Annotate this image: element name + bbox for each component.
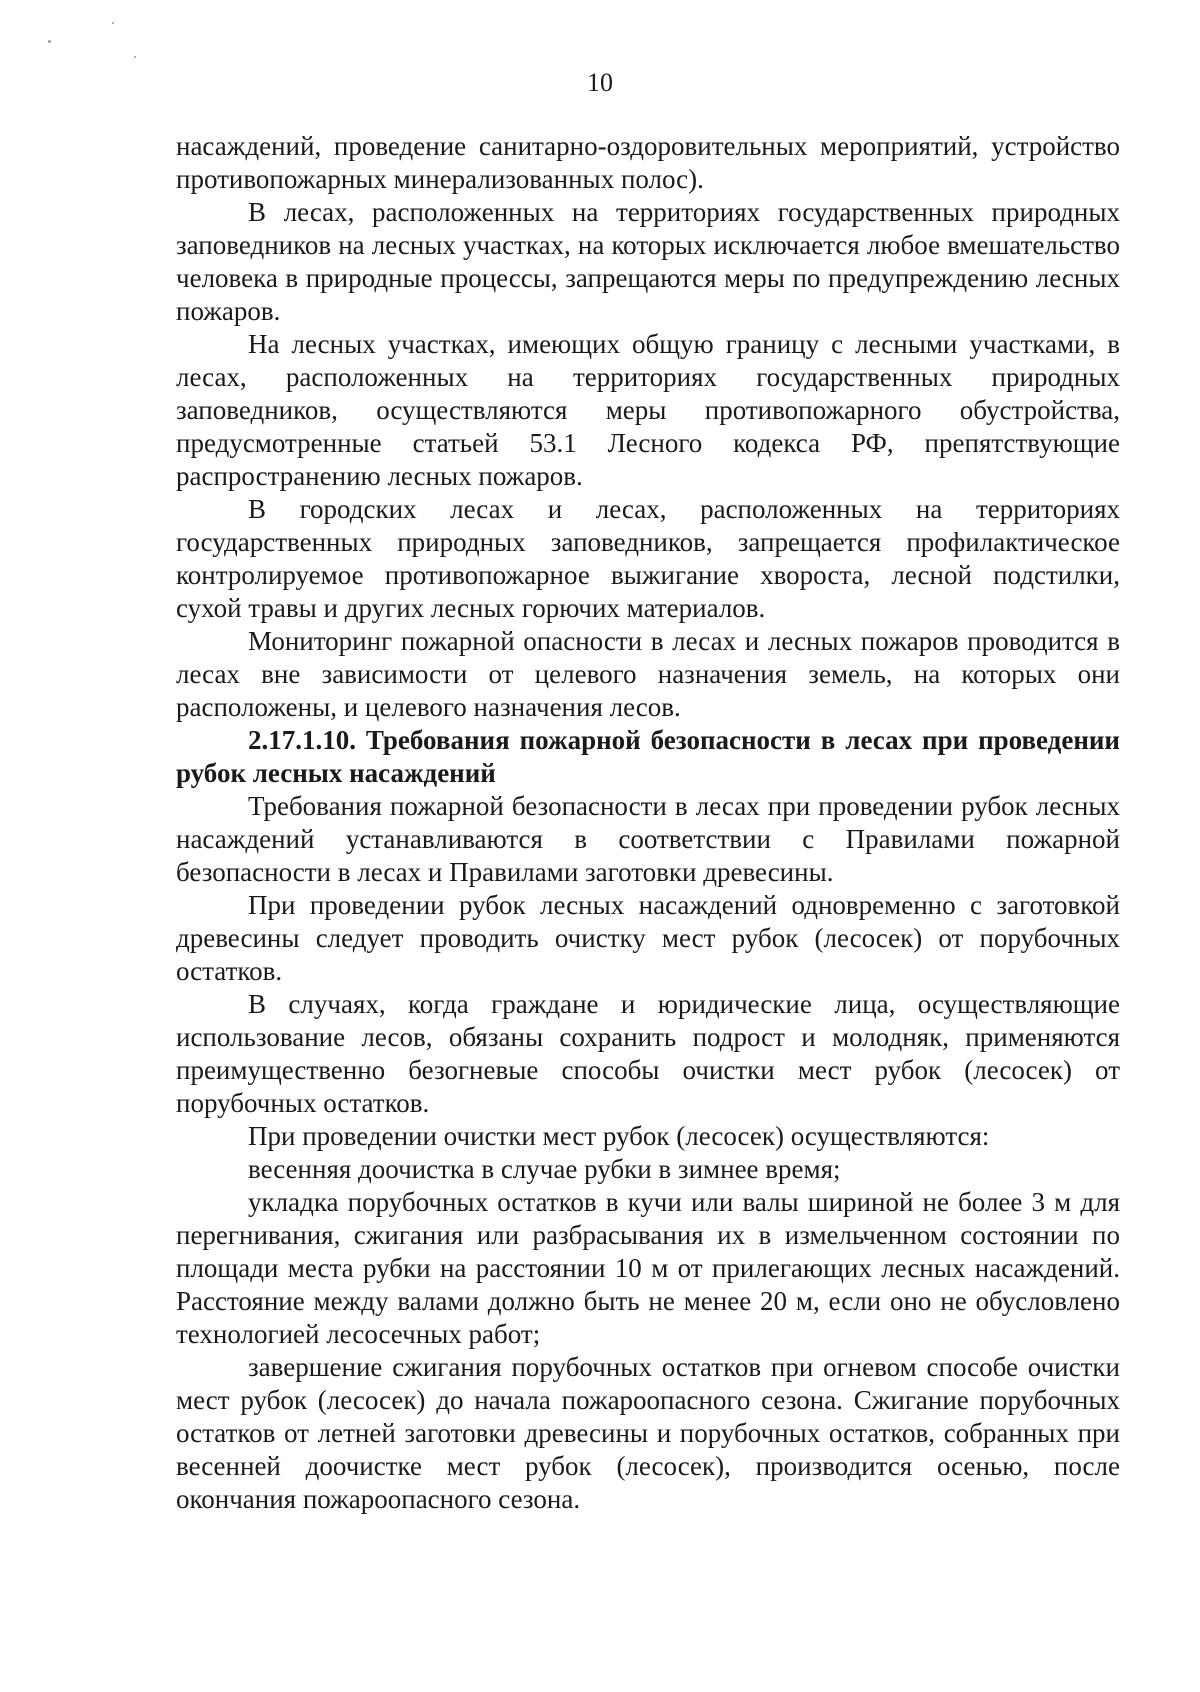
page-number: 10 [587, 68, 613, 97]
paragraph: При проведении очистки мест рубок (лесосек) осуществляются: [248, 1121, 990, 1151]
scan-speck [134, 56, 136, 58]
scan-speck [112, 22, 114, 24]
paragraph: Требования пожарной безопасности в лесах при проведении рубок лесных насаждений устанавливаются в соответствии с Правилами пожарной безопасности в лесах и Правилами заготовки древесины. [176, 791, 1120, 887]
paragraph: В случаях, когда граждане и юридические лица, осуществляющие использование лесов, обязаны сохранить подрост и молодняк, применяются преимущественно безогневые способы очистки мест рубок (лесосек) от порубочных остатков. [176, 989, 1120, 1118]
scan-speck [48, 40, 51, 43]
paragraph: Мониторинг пожарной опасности в лесах и лесных пожаров проводится в лесах вне зависимости от целевого назначения земель, на которых они расположены, и целевого назначения лесов. [176, 626, 1120, 722]
paragraph: В лесах, расположенных на территориях государственных природных заповедников на лесных участках, на которых исключается любое вмешательство человека в природные процессы, запрещаются меры по предупреждению лесных пожаров. [176, 197, 1120, 326]
paragraph: На лесных участках, имеющих общую границу с лесными участками, в лесах, расположенных на территориях государственных природных заповедников, осуществляются меры противопожарного обустройства, предусмотренные статьей 53.1 Лесного кодекса РФ, препятствующие распространению лесных пожаров. [176, 329, 1120, 491]
paragraph: В городских лесах и лесах, расположенных на территориях государственных природных заповедников, запрещается профилактическое контролируемое противопожарное выжигание хвороста, лесной подстилки, сухой травы и других лесных горючих материалов. [176, 494, 1120, 623]
section-heading: 2.17.1.10. Требования пожарной безопасности в лесах при проведении рубок лесных насаждений [176, 725, 1120, 788]
paragraph: При проведении рубок лесных насаждений одновременно с заготовкой древесины следует проводить очистку мест рубок (лесосек) от порубочных остатков. [176, 890, 1120, 986]
paragraph: насаждений, проведение санитарно-оздоровительных мероприятий, устройство противопожарных минерализованных полос). [176, 131, 1120, 194]
list-item: укладка порубочных остатков в кучи или валы шириной не более 3 м для перегнивания, сжигания или разбрасывания их в измельченном состоянии по площади места рубки на расстоянии 10 м от прилегающих лесных насаждений. Расстояние между валами должно быть не менее 20 м, если оно не обусловлено технологией лесосечных работ; [176, 1187, 1120, 1349]
list-item: завершение сжигания порубочных остатков при огневом способе очистки мест рубок (лесосек) до начала пожароопасного сезона. Сжигание порубочных остатков от летней заготовки древесины и порубочных остатков, собранных при весенней доочистке мест рубок (лесосек), производится осенью, после окончания пожароопасного сезона. [176, 1352, 1120, 1514]
document-body [176, 130, 1120, 1516]
list-item: весенняя доочистка в случае рубки в зимнее время; [248, 1154, 841, 1184]
